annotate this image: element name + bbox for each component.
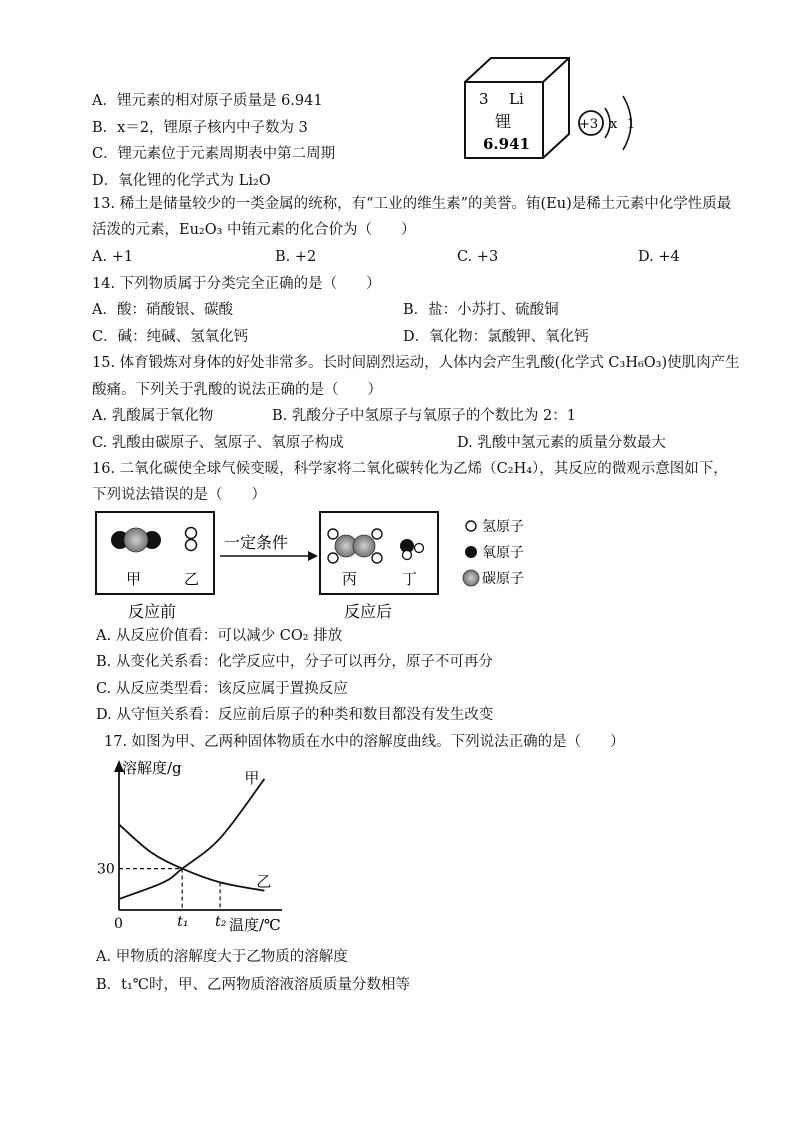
h2-molecule xyxy=(186,528,197,551)
atom-structure-diagram xyxy=(579,96,635,150)
q12-option-c: C．锂元素位于元素周期表中第二周期 xyxy=(92,146,336,162)
q14-option-c: C．碱：纯碱、氢氧化钙 xyxy=(92,329,249,345)
q16-option-c: C. 从反应类型看：该反应属于置换反应 xyxy=(96,681,348,697)
q13-option-a: A. +1 xyxy=(92,249,134,265)
box2-label-bing: 丙 xyxy=(342,570,358,588)
lithium-element-figure xyxy=(455,50,655,165)
q12-option-a: A．锂元素的相对原子质量是 6.941 xyxy=(92,93,323,109)
caption-after-reaction: 反应后 xyxy=(344,602,393,621)
q14-option-b: B．盐：小苏打、硫酸铜 xyxy=(403,302,559,318)
q14-stem: 14. 下列物质属于分类完全正确的是（ ） xyxy=(92,276,381,292)
y-axis-label: 溶解度/g xyxy=(122,759,182,777)
legend-oxygen: 氧原子 xyxy=(482,545,524,561)
co2-molecule xyxy=(111,528,161,552)
series-yi-curve xyxy=(119,824,264,890)
q16-option-b: B. 从变化关系看：化学反应中，分子可以再分，原子不可再分 xyxy=(96,654,493,670)
q12-option-d: D．氧化锂的化学式为 Li₂O xyxy=(92,173,271,189)
box1-label-jia: 甲 xyxy=(126,570,142,588)
element-atomic-number: 3 xyxy=(479,90,489,108)
q15-stem-line-1: 15. 体育锻炼对身体的好处非常多。长时间剧烈运动，人体内会产生乳酸(化学式 C₃H₆O₃)使肌肉产生 xyxy=(92,355,740,371)
q15-stem-line-2: 酸痛。下列关于乳酸的说法正确的是（ ） xyxy=(92,382,382,398)
q13-option-b: B. +2 xyxy=(275,249,317,265)
y-tick-30: 30 xyxy=(97,861,115,878)
legend-carbon: 碳原子 xyxy=(482,571,524,587)
q13-stem-line-2: 活泼的元素，Eu₂O₃ 中铕元素的化合价为（ ） xyxy=(92,222,416,238)
reaction-diagram xyxy=(90,505,570,623)
q13-option-c: C. +3 xyxy=(457,249,499,265)
series-yi-label: 乙 xyxy=(256,872,272,891)
x-axis-label: 温度/℃ xyxy=(229,916,281,934)
element-symbol: Li xyxy=(509,90,524,108)
x-tick-0: 0 xyxy=(114,916,123,932)
q13-option-d: D. +4 xyxy=(638,249,680,265)
q16-option-a: A. 从反应价值看：可以减少 CO₂ 排放 xyxy=(96,628,343,644)
q16-stem-line-2: 下列说法错误的是（ ） xyxy=(92,487,266,503)
q15-option-b: B. 乳酸分子中氢原子与氧原子的个数比为 2：1 xyxy=(272,408,576,424)
h2o-molecule xyxy=(400,539,424,560)
q17-option-b: B．t₁℃时，甲、乙两物质溶液溶质质量分数相等 xyxy=(96,977,411,993)
shell-2-electrons: 1 xyxy=(627,117,636,132)
reaction-condition-label: 一定条件 xyxy=(224,533,289,552)
q15-option-c: C. 乳酸由碳原子、氢原子、氧原子构成 xyxy=(92,435,344,451)
box2-label-ding: 丁 xyxy=(402,570,418,588)
caption-before-reaction: 反应前 xyxy=(128,602,177,621)
q16-stem-line-1: 16. 二氧化碳使全球气候变暖，科学家将二氧化碳转化为乙烯（C₂H₄），其反应的微观示意图如下， xyxy=(92,461,728,477)
solubility-curve-chart xyxy=(92,758,302,938)
box1-label-yi: 乙 xyxy=(184,570,200,588)
series-jia-label: 甲 xyxy=(244,768,260,787)
legend-hydrogen: 氢原子 xyxy=(482,519,524,535)
q17-option-a: A. 甲物质的溶解度大于乙物质的溶解度 xyxy=(96,949,348,965)
reaction-arrow-head xyxy=(308,551,318,561)
x-tick-t1: t₁ xyxy=(177,914,189,930)
c2h4-molecule xyxy=(328,529,382,563)
element-atomic-mass: 6.941 xyxy=(483,135,530,153)
atom-legend xyxy=(463,519,524,587)
q12-option-b: B．x＝2，锂原子核内中子数为 3 xyxy=(92,120,308,136)
q15-option-d: D. 乳酸中氢元素的质量分数最大 xyxy=(457,435,666,451)
element-name: 锂 xyxy=(495,112,512,131)
q16-option-d: D. 从守恒关系看：反应前后原子的种类和数目都没有发生改变 xyxy=(96,707,494,723)
hydrogen-atom-icon xyxy=(466,521,476,531)
nucleus-charge: +3 xyxy=(579,117,599,132)
shell-1-electrons: x xyxy=(610,117,618,132)
q15-option-a: A. 乳酸属于氧化物 xyxy=(92,408,214,424)
q17-stem: 17. 如图为甲、乙两种固体物质在水中的溶解度曲线。下列说法正确的是（ ） xyxy=(104,734,625,750)
q14-option-a: A．酸：硝酸银、碳酸 xyxy=(92,302,233,318)
q14-option-d: D．氧化物：氯酸钾、氧化钙 xyxy=(403,329,589,345)
carbon-atom-icon xyxy=(463,570,479,586)
oxygen-atom-icon xyxy=(465,546,477,558)
x-tick-t2: t₂ xyxy=(215,914,227,930)
series-jia-curve xyxy=(119,779,264,899)
q13-stem-line-1: 13. 稀土是储量较少的一类金属的统称，有“工业的维生素”的美誉。铕(Eu)是稀土元素中化学性质最 xyxy=(92,196,732,212)
